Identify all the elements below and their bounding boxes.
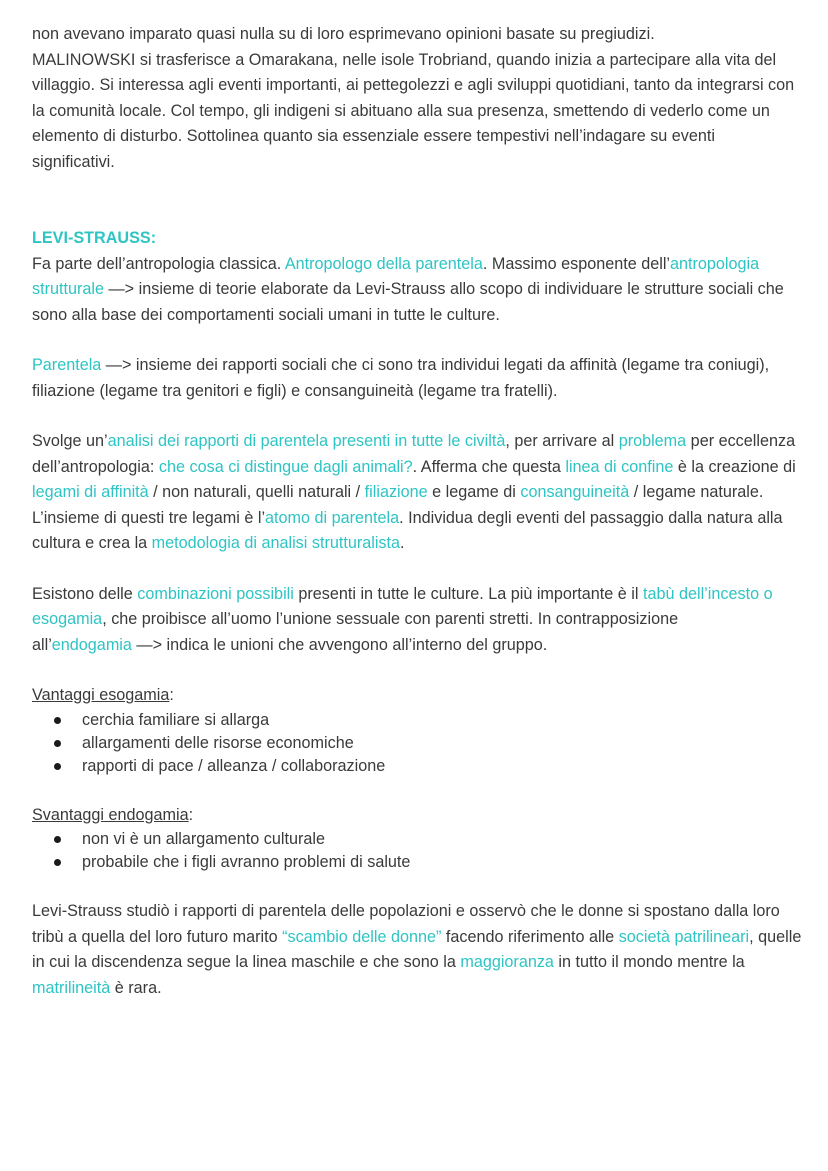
highlight-term: matrilineità: [32, 978, 111, 997]
paragraph-analisi: Svolge un’analisi dei rapporti di parentela presenti in tutte le civiltà, per arrivare al problema per eccellenza dell’antropologia: che cosa ci distingue dagli animali?. Afferma che questa linea di confine è la creazione di legami di affinità / non naturali, quelli naturali / filiazione e legame di consanguineità / legame naturale. L’insieme di questi tre legami è l’atomo di parentela. Individua degli eventi del passaggio dalla natura alla cultura e crea la metodologia di analisi strutturalista.: [32, 432, 796, 552]
vantaggi-list: [32, 709, 802, 778]
bullet-icon: [54, 836, 61, 843]
spacer: [32, 175, 802, 226]
highlight-term: Antropologo della parentela: [284, 254, 483, 273]
highlight-term: filiazione: [364, 483, 428, 501]
svantaggi-list: [32, 828, 802, 874]
list-item: allargamenti delle risorse economiche: [32, 732, 802, 755]
highlight-term: combinazioni possibili: [137, 584, 294, 603]
highlight-term: che cosa ci distingue dagli animali?: [158, 457, 413, 476]
list-item: cerchia familiare si allarga: [32, 709, 802, 732]
bullet-icon: [54, 763, 61, 770]
highlight-term: antropologia strutturale: [32, 254, 760, 298]
section-heading: LEVI-STRAUSS:: [32, 229, 157, 247]
highlight-term: analisi dei rapporti di parentela presenti in tutte le civiltà: [107, 432, 506, 450]
paragraph-combinazioni: Esistono delle combinazioni possibili presenti in tutte le culture. La più importante è il tabù dell’incesto o esogamia, che proibisce all’uomo l’unione sessuale con parenti stretti. In contrapposizione: [32, 584, 773, 628]
spacer: [32, 778, 802, 803]
spacer: [32, 404, 802, 429]
highlight-term: endogamia: [51, 635, 132, 654]
list-item: rapporti di pace / alleanza / collaborazione: [32, 755, 802, 778]
spacer: [32, 557, 802, 582]
list-item: non vi è un allargamento culturale: [32, 828, 802, 851]
paragraph-parentela: Parentela —> insieme dei rapporti sociali che ci sono tra individui legati da affinità (legame tra coniugi), filiazione (legame tra genitori e figli) e consanguineità (legame tra fratelli).: [32, 356, 770, 400]
spacer: [32, 658, 802, 683]
highlight-term: tabù dell’incesto o esogamia: [32, 584, 773, 628]
intro-line-1: non avevano imparato quasi nulla su di loro esprimevano opinioni basate su pregiudizi.: [32, 25, 655, 43]
highlight-term: legami di affinità: [32, 483, 149, 501]
highlight-term: maggioranza: [460, 953, 554, 971]
bullet-icon: [54, 717, 61, 724]
bullet-icon: [54, 859, 61, 866]
intro-paragraph: MALINOWSKI si trasferisce a Omarakana, nelle isole Trobriand, quando inizia a partecipare alla vita del villaggio. Si interessa agli eventi importanti, ai pettegolezzi e agli sviluppi quotidiani, tanto da integrarsi con la comunità locale. Col tempo, gli indigeni si abituano alla sua presenza, smettendo di vederlo come un elemento di disturbo. Sottolinea quanto sia essenziale essere tempestivi nell’indagare su eventi significativi.: [32, 50, 795, 171]
list-item: probabile che i figli avranno problemi di salute: [32, 851, 802, 874]
paragraph-endogamia: all’endogamia —> indica le unioni che avvengono all’interno del gruppo.: [32, 635, 548, 654]
highlight-term: problema: [618, 432, 687, 450]
bullet-icon: [54, 740, 61, 747]
spacer: [32, 874, 802, 899]
svantaggi-title: Svantaggi endogamia:: [32, 805, 194, 824]
highlight-term: Parentela: [32, 356, 102, 374]
highlight-term: linea di confine: [565, 457, 674, 476]
highlight-term: atomo di parentela: [265, 508, 400, 527]
highlight-term: “scambio delle donne”: [282, 927, 442, 946]
highlight-term: società patrilineari: [618, 927, 750, 946]
vantaggi-title: Vantaggi esogamia:: [32, 686, 174, 704]
spacer: [32, 328, 802, 353]
paragraph-scambio: Levi-Strauss studiò i rapporti di parentela delle popolazioni e osservò che le donne si spostano dalla loro tribù a quella del loro futuro marito “scambio delle donne” facendo riferimento alle società patrilineari, quelle in cui la discendenza segue la linea maschile e che sono la maggioranza in tutto il mondo mentre la matrilineità è rara.: [32, 902, 802, 997]
paragraph-classica: Fa parte dell’antropologia classica. Antropologo della parentela. Massimo esponente dell’antropologia strutturale —> insieme di teorie elaborate da Levi-Strauss allo scopo di individuare le strutture sociali che sono alla base dei comportamenti sociali umani in tutte le culture.: [32, 254, 784, 324]
document-page: [32, 22, 802, 1001]
highlight-term: metodologia di analisi strutturalista: [151, 534, 401, 552]
highlight-term: consanguineità: [520, 483, 630, 501]
